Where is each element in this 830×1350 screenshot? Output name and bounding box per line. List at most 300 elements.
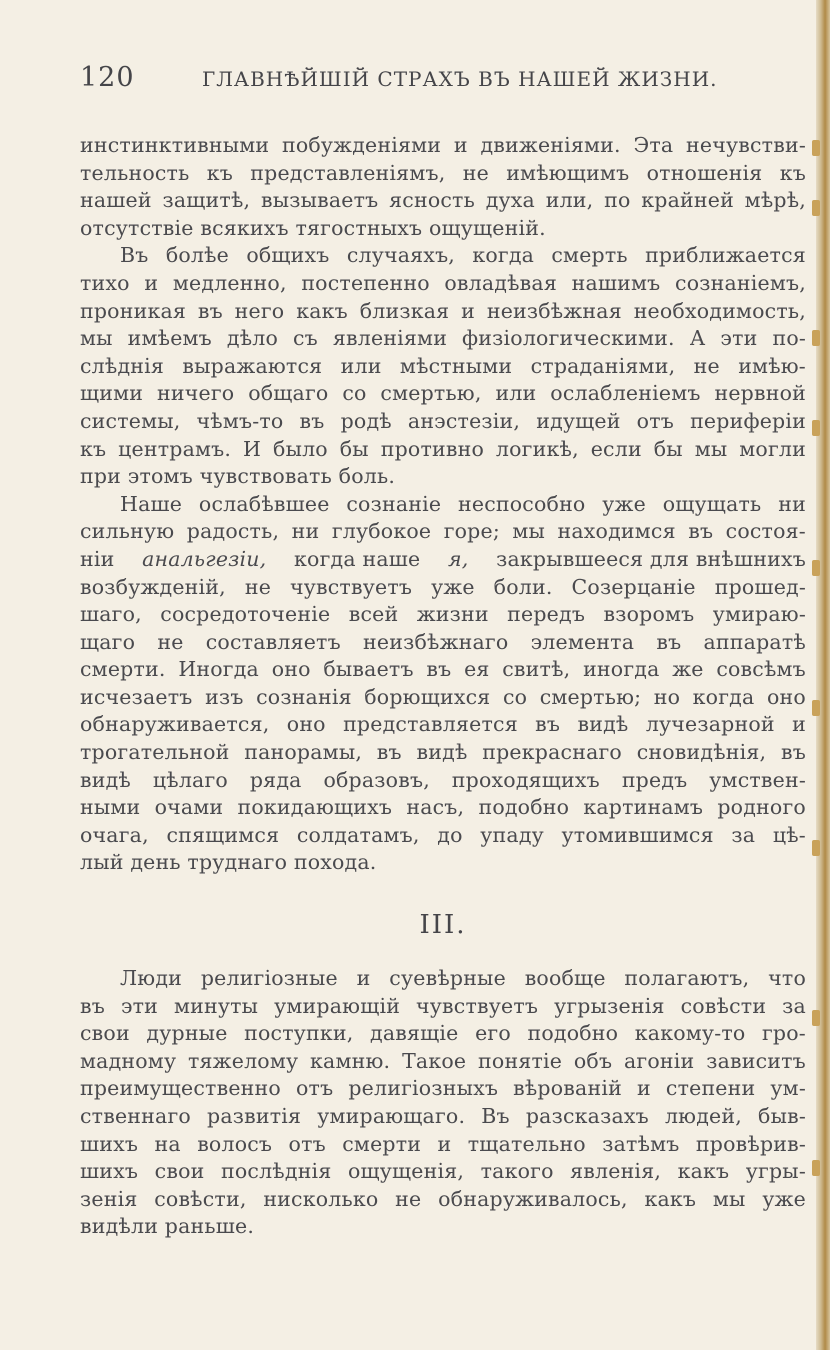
word: къ (206, 160, 233, 185)
word: эти (720, 326, 758, 351)
text-line (80, 380, 806, 408)
word: чѣмъ-то (196, 408, 284, 433)
word: развитія (207, 1103, 302, 1128)
edge-mark (812, 840, 820, 856)
word: тщательно (467, 1131, 586, 1156)
word: картинамъ (583, 795, 704, 820)
word: имѣющимъ (506, 160, 630, 185)
edge-mark (812, 200, 820, 216)
word: чувствуетъ (416, 993, 539, 1018)
word: смерть (551, 243, 628, 268)
word: составляетъ (205, 629, 341, 654)
word: представляется (343, 712, 518, 737)
word: сознаніемъ, (675, 270, 806, 295)
word: движеніями. (480, 133, 621, 157)
word: страданіями, (530, 353, 676, 378)
word: боли. (493, 574, 553, 599)
text-line (80, 298, 806, 326)
word: мы (512, 519, 546, 544)
word: въ (656, 629, 682, 654)
word: щими (80, 381, 144, 406)
word: мы (80, 326, 113, 351)
text-line: отсутствіе всякихъ тягостныхъ ощущеній. (80, 215, 546, 240)
word: эти (120, 993, 159, 1018)
word: сильную (80, 519, 175, 544)
word: умираю- (712, 602, 806, 627)
word: затѣмъ (602, 1131, 680, 1156)
word: не (244, 574, 272, 599)
word: сознаніе (346, 491, 442, 516)
word: передъ (507, 602, 586, 627)
text-line (80, 1075, 806, 1103)
word: свои (80, 1021, 130, 1046)
page-edge (816, 0, 830, 1350)
word: на (154, 1131, 181, 1156)
word: волосъ (197, 1131, 273, 1156)
text-segment: закрывшееся для внѣшнихъ (496, 546, 806, 571)
word: или (495, 381, 537, 406)
word: сновидѣнія, (636, 740, 767, 765)
word: образовъ, (323, 767, 430, 792)
word: крайней (641, 188, 734, 213)
word: гро- (761, 1021, 806, 1046)
word: въ (376, 740, 402, 765)
word: близкая (359, 298, 450, 323)
text-line (80, 1103, 806, 1131)
word: родного (717, 795, 806, 820)
text-line (80, 767, 806, 795)
word: медленно, (172, 270, 287, 295)
word: ясность (389, 188, 475, 213)
word: какъ (644, 1186, 697, 1211)
word: физіологическими. (462, 326, 675, 351)
word: умирающаго. (317, 1103, 466, 1128)
word: ощущенія, (347, 1159, 465, 1184)
word: периферіи (690, 408, 806, 433)
word: жизни (416, 602, 489, 627)
word: тельность (80, 160, 190, 185)
word: побужденіями (281, 133, 442, 157)
running-head: ГЛАВНѢЙШІЙ СТРАХЪ ВЪ НАШЕЙ ЖИЗНИ. (202, 67, 718, 91)
word: уже (762, 1186, 806, 1211)
word: минуты (173, 993, 259, 1018)
section-numeral: III. (419, 910, 467, 940)
word: возбужденій, (80, 574, 226, 599)
word: прекраснаго (482, 740, 622, 765)
word: солдатамъ, (296, 822, 420, 847)
word: ея (464, 657, 490, 682)
word: предъ (621, 767, 688, 792)
word: инстинктивными (80, 133, 270, 157)
word: смертью; (539, 684, 642, 709)
word: что (768, 966, 806, 990)
word: бы (653, 436, 683, 461)
word: аппаратѣ (703, 629, 806, 654)
word: видѣ (577, 712, 629, 737)
word: такого (480, 1159, 554, 1184)
word: дурные (146, 1021, 228, 1046)
word: подобно (527, 1021, 619, 1046)
word: неспособно (458, 491, 586, 516)
word: Люди (120, 966, 183, 990)
word: свитѣ, (502, 657, 571, 682)
text-line: лый день труднаго похода. (80, 850, 377, 875)
word: зависитъ (706, 1048, 806, 1073)
word: Эта (633, 133, 674, 157)
word: обнаруживается, (80, 712, 270, 737)
word: явленіями (332, 326, 448, 351)
word: цѣлаго (152, 767, 228, 792)
text-line: видѣли раньше. (80, 1214, 255, 1239)
word: нисколько (263, 1186, 379, 1211)
text-line (80, 1020, 806, 1048)
word: умствен- (709, 767, 806, 792)
word: логикѣ, (495, 436, 579, 461)
word: совѣсти (680, 993, 767, 1018)
word: находимся (557, 519, 676, 544)
text-line (80, 684, 806, 712)
word: давящіе (370, 1021, 459, 1046)
word: мадному (80, 1048, 177, 1073)
word: вызываетъ (260, 188, 379, 213)
word: сосредоточеніе (160, 602, 331, 627)
edge-mark (812, 1010, 820, 1026)
word: Въ (481, 1103, 510, 1128)
word: угры- (745, 1159, 806, 1184)
word: но (653, 684, 681, 709)
text-line (80, 993, 806, 1021)
word: за (731, 822, 756, 847)
text-segment: когда наше (294, 546, 421, 571)
word: совсѣмъ (716, 657, 806, 682)
word: противно (380, 436, 485, 461)
word: мѣрѣ, (744, 188, 806, 213)
word: объ (573, 1048, 613, 1073)
section-text (80, 965, 806, 1241)
word: проходящихъ (451, 767, 600, 792)
body-text (80, 132, 806, 877)
word: взоромъ (603, 602, 695, 627)
word: цѣ- (772, 822, 806, 847)
word: шихъ (80, 1159, 139, 1184)
edge-mark (812, 1160, 820, 1176)
word: смертью, (380, 381, 482, 406)
text-line: при этомъ чувствовать боль. (80, 464, 396, 489)
word: родѣ (340, 408, 392, 433)
word: къ (779, 160, 806, 185)
word: ными (80, 795, 141, 820)
word: вообще (524, 966, 606, 990)
word: въ (426, 657, 452, 682)
word: ослабленіемъ (550, 381, 701, 406)
word: мѣстными (399, 353, 513, 378)
word: оно (271, 657, 311, 682)
word: по (604, 188, 631, 213)
text-line (80, 739, 806, 767)
text-line (80, 656, 806, 684)
page-number: 120 (80, 62, 135, 93)
text-line (80, 325, 806, 353)
word: очага, (80, 822, 149, 847)
word: и (437, 1131, 452, 1156)
text-line (80, 270, 806, 298)
word: и (792, 712, 806, 737)
word: неизбѣжная (486, 298, 622, 323)
word: полагаютъ, (624, 966, 750, 990)
word: какъ (296, 298, 348, 323)
edge-mark (812, 140, 820, 156)
word: же (672, 657, 704, 682)
word: состоя- (725, 519, 806, 544)
word: И (243, 436, 262, 461)
word: подобно (478, 795, 570, 820)
word: панорамы, (244, 740, 363, 765)
text-line (80, 160, 806, 188)
word: нашимъ (571, 270, 661, 295)
word: общихъ (246, 243, 330, 268)
word: въ (80, 993, 105, 1018)
word: суевѣрные (389, 966, 506, 990)
word: насъ, (406, 795, 465, 820)
word: людей, (664, 1103, 742, 1128)
word: къ (80, 436, 107, 461)
word: видѣ (80, 767, 131, 792)
word: горе; (443, 519, 500, 544)
text-line (80, 1131, 806, 1159)
text-line (80, 187, 806, 215)
word: зенія (80, 1186, 138, 1211)
word: угрызенія (554, 993, 665, 1018)
word: анэстезіи, (407, 408, 521, 433)
word: въ (197, 298, 223, 323)
word: щаго (80, 629, 136, 654)
word: когда (472, 243, 535, 268)
word: если (590, 436, 642, 461)
word: когда (692, 684, 755, 709)
word: приближается (645, 243, 806, 268)
word: разсказахъ (525, 1103, 649, 1128)
word: не (157, 629, 184, 654)
word: поступки, (244, 1021, 354, 1046)
word: духа (485, 188, 535, 213)
word: смерти (342, 1131, 422, 1156)
text-line (80, 408, 806, 436)
word: спящимся (166, 822, 280, 847)
word: бываетъ (323, 657, 414, 682)
word: ум- (770, 1076, 806, 1101)
word: и (144, 270, 159, 295)
word: религіозныхъ (348, 1076, 499, 1101)
paragraph-first-line (80, 242, 806, 270)
word: вѣрованій (513, 1076, 622, 1101)
word: смерти. (80, 657, 166, 682)
text-line (80, 518, 806, 546)
word: представленіямъ, (250, 160, 446, 185)
word: совѣсти, (154, 1186, 247, 1211)
word: ослабѣвшее (198, 491, 330, 516)
word: покидающихъ (237, 795, 393, 820)
word: послѣднія (221, 1159, 332, 1184)
word: оно (286, 712, 326, 737)
word: лучезарной (645, 712, 775, 737)
word: уже (602, 491, 646, 516)
word: нечувстви- (686, 133, 806, 157)
word: нашей (80, 188, 152, 213)
word: умирающій (274, 993, 401, 1018)
word: Наше (120, 491, 183, 516)
word: случаяхъ, (346, 243, 456, 268)
edge-mark (812, 420, 820, 436)
word: провѣрив- (695, 1131, 806, 1156)
word: болѣе (165, 243, 230, 268)
word: дѣло (226, 326, 279, 351)
word: глубокое (331, 519, 432, 544)
paragraph-first-line (80, 965, 806, 993)
word: элемента (530, 629, 635, 654)
word: въ (688, 519, 714, 544)
word: необходимость, (633, 298, 806, 323)
word: Созерцаніе (571, 574, 696, 599)
text-line (80, 629, 806, 657)
word: имѣю- (738, 353, 806, 378)
word: изъ (205, 684, 244, 709)
text-line (80, 1158, 806, 1186)
word: быв- (758, 1103, 806, 1128)
word: свои (154, 1159, 205, 1184)
word: и (453, 133, 468, 157)
word: ственнаго (80, 1103, 191, 1128)
word: общаго (248, 381, 329, 406)
word: выражаются (182, 353, 323, 378)
word: видѣ (416, 740, 468, 765)
word: центрамъ. (118, 436, 232, 461)
word: и (356, 966, 371, 990)
word: неизбѣжнаго (363, 629, 509, 654)
text-line (80, 1186, 806, 1214)
word: бы (339, 436, 369, 461)
word: проникая (80, 298, 187, 323)
text-line-mixed (80, 546, 806, 574)
word: идущей (536, 408, 621, 433)
word: со (342, 381, 367, 406)
word: шаго, (80, 602, 142, 627)
word: до (437, 822, 463, 847)
word: сознанія (256, 684, 352, 709)
text-segment: ніи (80, 546, 115, 571)
text-line (80, 353, 806, 381)
text-line (80, 601, 806, 629)
word: какъ (677, 1159, 730, 1184)
word: или (340, 353, 382, 378)
word: религіозные (200, 966, 338, 990)
word: ничего (157, 381, 235, 406)
word: иногда (583, 657, 660, 682)
word: ощущать (662, 491, 762, 516)
text-line (80, 711, 806, 739)
italic-term: анальгезіи, (142, 546, 267, 571)
word: чувствуетъ (290, 574, 413, 599)
word: прошед- (714, 574, 806, 599)
edge-mark (812, 330, 820, 346)
text-line (80, 822, 806, 850)
word: съ (292, 326, 318, 351)
word: упаду (480, 822, 544, 847)
word: понятіе (478, 1048, 563, 1073)
word: шихъ (80, 1131, 139, 1156)
word: обнаруживалось, (438, 1186, 628, 1211)
text-line (80, 132, 806, 160)
word: было (273, 436, 328, 461)
word: могли (739, 436, 806, 461)
word: уже (431, 574, 475, 599)
word: не (395, 1186, 422, 1211)
word: исчезаетъ (80, 684, 193, 709)
page-header (80, 62, 760, 102)
word: очами (154, 795, 224, 820)
paragraph-first-line (80, 491, 806, 519)
word: со (502, 684, 528, 709)
word: Въ (120, 243, 149, 268)
word: и (461, 298, 475, 323)
text-line (80, 1048, 806, 1076)
word: радость, (186, 519, 280, 544)
word: не (693, 353, 720, 378)
word: за (782, 993, 806, 1018)
word: трогательной (80, 740, 230, 765)
word: отъ (636, 408, 674, 433)
word: Иногда (178, 657, 259, 682)
word: въ (781, 740, 806, 765)
word: защитѣ, (162, 188, 251, 213)
word: нервной (714, 381, 806, 406)
word: камню. (310, 1048, 391, 1073)
word: отъ (288, 1131, 326, 1156)
edge-mark (812, 560, 820, 576)
word: степени (665, 1076, 756, 1101)
word: А (689, 326, 706, 351)
word: не (462, 160, 489, 185)
word: мы (694, 436, 728, 461)
word: тихо (80, 270, 130, 295)
word: въ (535, 712, 561, 737)
word: ни (291, 519, 320, 544)
word: мы (712, 1186, 746, 1211)
word: его (475, 1021, 511, 1046)
word: Такое (402, 1048, 467, 1073)
word: по- (772, 326, 806, 351)
word: имѣемъ (127, 326, 212, 351)
text-line (80, 794, 806, 822)
word: явленія, (570, 1159, 662, 1184)
word: или, (545, 188, 594, 213)
word: всей (348, 602, 399, 627)
word: агоніи (624, 1048, 695, 1073)
word: оно (766, 684, 806, 709)
text-line (80, 436, 806, 464)
word: овладѣвая (444, 270, 557, 295)
word: него (234, 298, 285, 323)
word: ни (778, 491, 806, 516)
word: въ (299, 408, 325, 433)
word: и (636, 1076, 651, 1101)
word: ряда (249, 767, 302, 792)
word: отношенія (646, 160, 763, 185)
word: какому-то (634, 1021, 746, 1046)
word: системы, (80, 408, 181, 433)
text-line (80, 574, 806, 602)
word: утомившимся (561, 822, 714, 847)
word: тяжелому (188, 1048, 299, 1073)
